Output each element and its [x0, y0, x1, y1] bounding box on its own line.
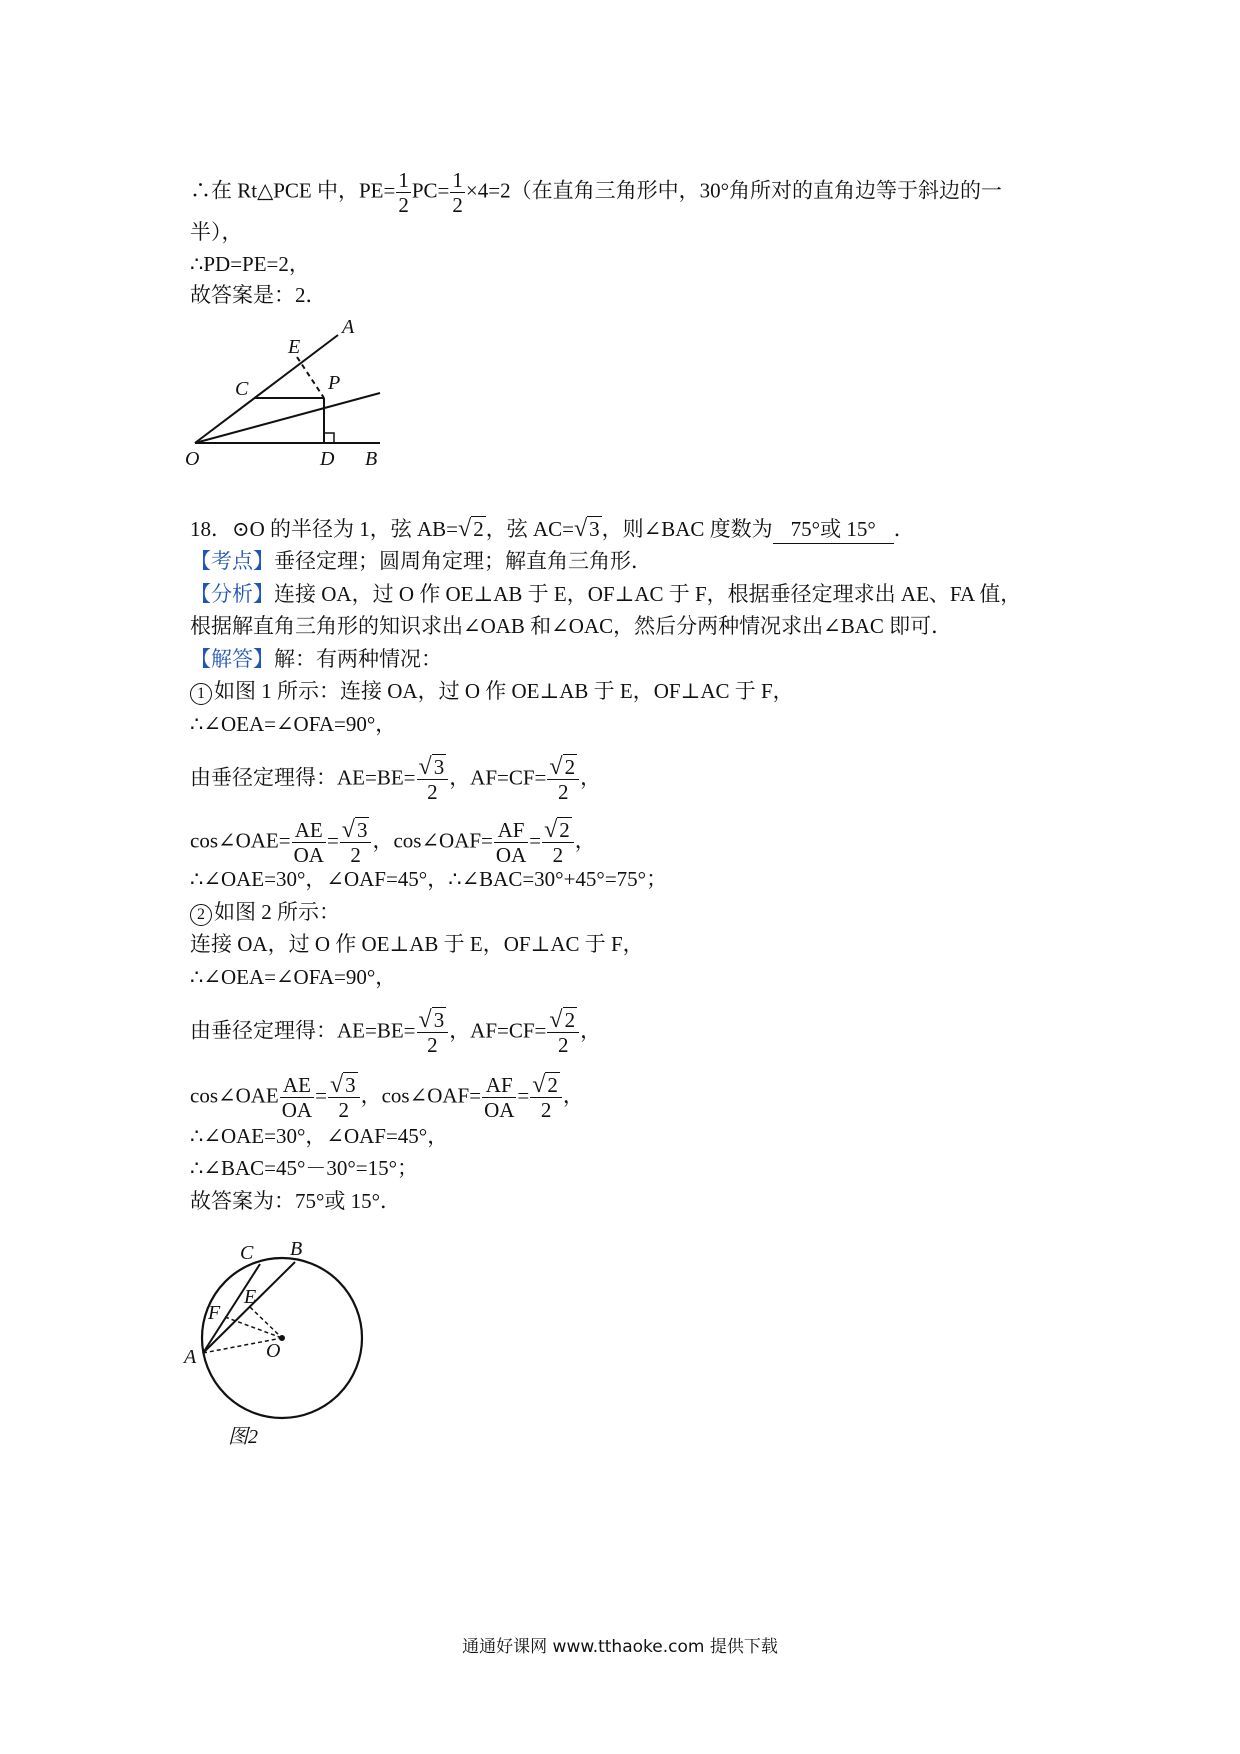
- case1-line5: ∴∠OAE=30°，∠OAF=45°，∴∠BAC=30°+45°=75°；: [190, 867, 668, 891]
- label-P: P: [328, 372, 341, 394]
- case2-line7: ∴∠BAC=45°－30°=15°；: [190, 1156, 419, 1180]
- sqrt-3: √3: [573, 516, 600, 542]
- fenxi-tag: 【分析】: [190, 582, 274, 606]
- label-C: C: [235, 378, 249, 400]
- case1-line4: cos∠OAE= $\frac{AE}{OA}$ = $\frac{√3}{2}$ ，cos∠OAF= $\frac{AF}{OA}$ = $\frac{√2}{2}$ ，: [190, 817, 596, 867]
- label-E: E: [288, 336, 301, 358]
- fenxi-line-1: 【分析】连接 OA，过 O 作 OE⊥AB 于 E，OF⊥AC 于 F，根据垂径定理求出 AE、FA 值，: [190, 582, 1022, 606]
- fraction-one-half: $\frac{1}{2}$: [452, 168, 463, 217]
- case1-line2: ∴∠OEA=∠OFA=90°，: [190, 712, 397, 736]
- kaodian-line: 【考点】垂径定理；圆周角定理；解直角三角形．: [190, 549, 652, 573]
- label-F: F: [208, 1302, 221, 1324]
- case2-line5: cos∠OAE $\frac{AE}{OA}$ = $\frac{√3}{2}$ ，cos∠OAF= $\frac{AF}{OA}$ = $\frac{√2}{2}$ ，: [190, 1072, 584, 1122]
- label-A: A: [184, 1346, 197, 1368]
- case2-line1: 2 如图 2 所示：: [190, 898, 340, 926]
- circled-number-2: 2: [190, 904, 212, 926]
- line-answer-1: 故答案是：2．: [190, 283, 327, 307]
- case2-line8: 故答案为：75°或 15°．: [190, 1189, 402, 1213]
- figure-angle-bisector: [180, 315, 400, 475]
- label-B: B: [365, 448, 378, 470]
- line-pd-pe: ∴PD=PE=2，: [190, 252, 310, 276]
- fenxi-line-2: 根据解直角三角形的知识求出∠OAB 和∠OAC，然后分两种情况求出∠BAC 即可．: [190, 614, 953, 638]
- question-18: 18．⊙O 的半径为 1，弦 AB=√2，弦 AC=√3，则∠BAC 度数为 75°或 15° ．: [190, 516, 915, 542]
- fraction-one-half: $\frac{1}{2}$: [398, 168, 409, 217]
- case2-line3: ∴∠OEA=∠OFA=90°，: [190, 965, 397, 989]
- label-A: A: [342, 316, 355, 338]
- line-pe-calc: ∴在 Rt△PCE 中，PE= $\frac{1}{2}$ PC= $\frac{1}{2}$ ×4=2（在直角三角形中，30°角所对的直角边等于斜边的一: [190, 168, 1002, 217]
- label-O: O: [266, 1340, 281, 1362]
- sqrt-2: √2: [458, 516, 484, 542]
- line-half: 半），: [190, 220, 243, 244]
- jieda-line: 【解答】解：有两种情况：: [190, 647, 442, 671]
- jieda-tag: 【解答】: [190, 647, 274, 671]
- circled-number-1: 1: [190, 683, 212, 705]
- label-O: O: [185, 448, 200, 470]
- case2-line2: 连接 OA，过 O 作 OE⊥AB 于 E，OF⊥AC 于 F，: [190, 932, 644, 956]
- label-B: B: [290, 1238, 303, 1260]
- case1-line1: 1 如图 1 所示：连接 OA，过 O 作 OE⊥AB 于 E，OF⊥AC 于 F，: [190, 677, 794, 705]
- figure-circle-chords: [180, 1225, 380, 1455]
- label-D: D: [320, 448, 335, 470]
- figure-caption: 图2: [228, 1426, 258, 1448]
- case2-line6: ∴∠OAE=30°，∠OAF=45°，: [190, 1124, 449, 1148]
- label-E: E: [244, 1286, 257, 1308]
- case2-line4: 由垂径定理得：AE=BE= $\frac{√3}{2}$ ，AF=CF= $\frac{√2}{2}$ ，: [190, 1007, 602, 1057]
- case1-line3: 由垂径定理得：AE=BE= $\frac{√3}{2}$ ，AF=CF= $\frac{√2}{2}$ ，: [190, 754, 602, 804]
- footer-source: 通通好课网 www.tthaoke.com 提供下载: [462, 1637, 778, 1657]
- label-C: C: [240, 1242, 254, 1264]
- answer-blank: 75°或 15°: [773, 515, 894, 544]
- kaodian-tag: 【考点】: [190, 549, 274, 573]
